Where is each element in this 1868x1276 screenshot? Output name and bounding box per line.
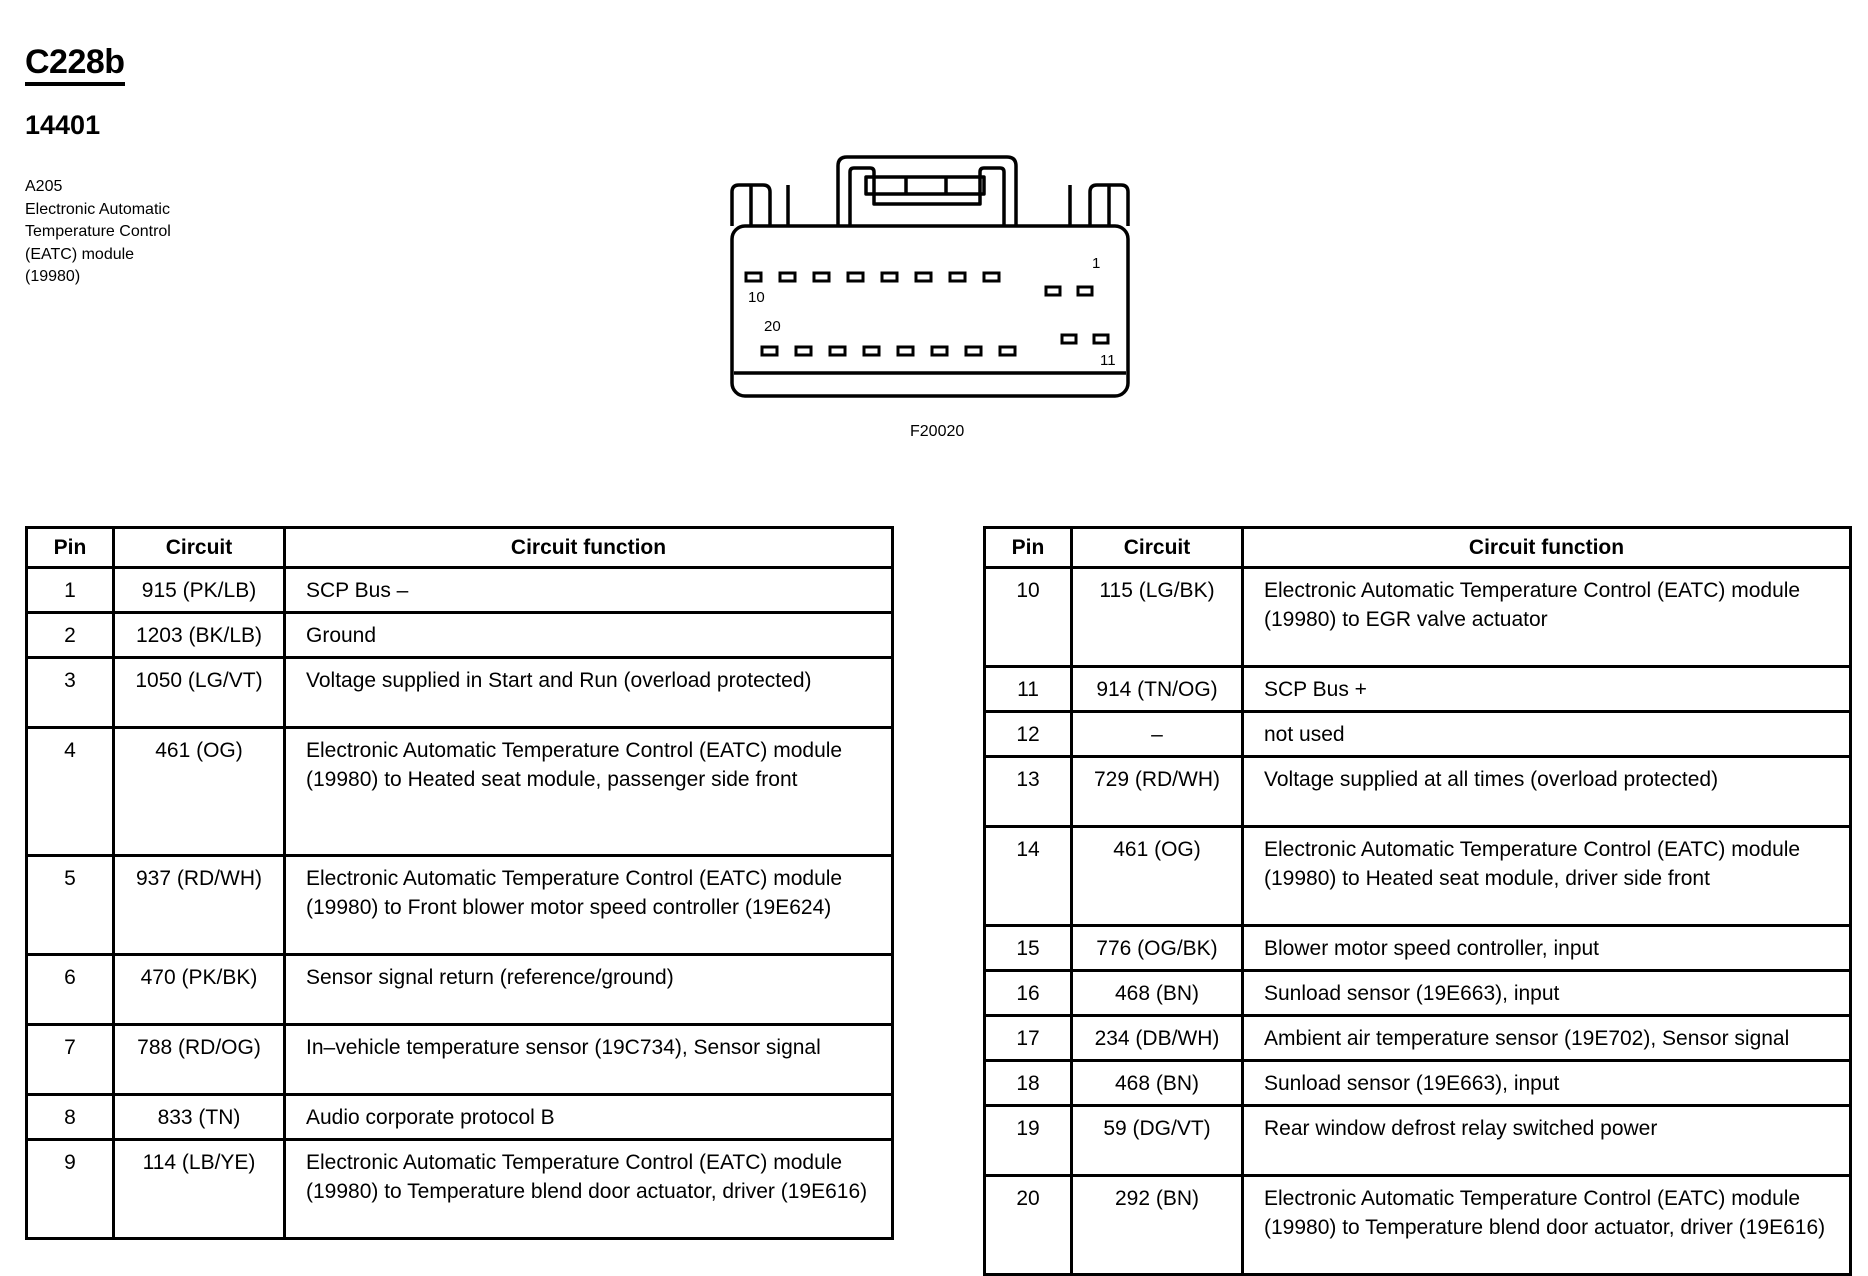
function-cell: SCP Bus – bbox=[285, 568, 893, 613]
pin-cell: 11 bbox=[985, 667, 1072, 712]
table-row bbox=[27, 1140, 893, 1239]
function-cell: Ambient air temperature sensor (19E702), Sensor signal bbox=[1243, 1016, 1851, 1061]
function-cell: Sunload sensor (19E663), input bbox=[1243, 971, 1851, 1016]
table-row bbox=[985, 971, 1851, 1016]
pin-cell: 3 bbox=[27, 658, 114, 728]
function-cell: Electronic Automatic Temperature Control (EATC) module (19980) to Temperature blend door actuator, driver (19E616) bbox=[1243, 1176, 1851, 1275]
column-header-pin: Pin bbox=[27, 528, 114, 568]
circuit-cell: 292 (BN) bbox=[1072, 1176, 1243, 1275]
circuit-cell: 461 (OG) bbox=[114, 728, 285, 856]
pin-label-1: 1 bbox=[1092, 255, 1101, 272]
pin-cell: 4 bbox=[27, 728, 114, 856]
pin-cell: 13 bbox=[985, 757, 1072, 827]
function-cell: Electronic Automatic Temperature Control (EATC) module (19980) to Heated seat module, passenger side front bbox=[285, 728, 893, 856]
function-cell: Electronic Automatic Temperature Control (EATC) module (19980) to Heated seat module, driver side front bbox=[1243, 827, 1851, 926]
table-row bbox=[985, 1016, 1851, 1061]
pin-cell: 6 bbox=[27, 955, 114, 1025]
table-header-row bbox=[985, 528, 1851, 568]
circuit-cell: 937 (RD/WH) bbox=[114, 856, 285, 955]
circuit-cell: 468 (BN) bbox=[1072, 1061, 1243, 1106]
table-row bbox=[27, 955, 893, 1025]
table-row bbox=[985, 1106, 1851, 1176]
circuit-cell: 59 (DG/VT) bbox=[1072, 1106, 1243, 1176]
function-cell: In–vehicle temperature sensor (19C734), Sensor signal bbox=[285, 1025, 893, 1095]
function-cell: Voltage supplied in Start and Run (overload protected) bbox=[285, 658, 893, 728]
pin-cell: 18 bbox=[985, 1061, 1072, 1106]
table-row bbox=[985, 926, 1851, 971]
pin-cell: 5 bbox=[27, 856, 114, 955]
column-header-function: Circuit function bbox=[285, 528, 893, 568]
pin-table-left bbox=[25, 526, 894, 1240]
circuit-cell: 788 (RD/OG) bbox=[114, 1025, 285, 1095]
circuit-cell: 468 (BN) bbox=[1072, 971, 1243, 1016]
pin-cell: 2 bbox=[27, 613, 114, 658]
description-line: Temperature Control bbox=[25, 223, 171, 240]
pin-table-right bbox=[983, 526, 1852, 1276]
table-row bbox=[27, 658, 893, 728]
function-cell: Blower motor speed controller, input bbox=[1243, 926, 1851, 971]
circuit-cell: 470 (PK/BK) bbox=[114, 955, 285, 1025]
pin-cell: 17 bbox=[985, 1016, 1072, 1061]
connector-face-diagram bbox=[720, 150, 1140, 400]
figure-code: F20020 bbox=[910, 423, 965, 440]
function-cell: Rear window defrost relay switched power bbox=[1243, 1106, 1851, 1176]
function-cell: Ground bbox=[285, 613, 893, 658]
table-row bbox=[27, 856, 893, 955]
pin-cell: 8 bbox=[27, 1095, 114, 1140]
circuit-cell: 915 (PK/LB) bbox=[114, 568, 285, 613]
pin-cell: 19 bbox=[985, 1106, 1072, 1176]
part-number: 14401 bbox=[25, 110, 101, 140]
circuit-cell: 729 (RD/WH) bbox=[1072, 757, 1243, 827]
circuit-cell: 776 (OG/BK) bbox=[1072, 926, 1243, 971]
column-header-circuit: Circuit bbox=[114, 528, 285, 568]
description-line: (19980) bbox=[25, 268, 81, 285]
function-cell: Electronic Automatic Temperature Control (EATC) module (19980) to Front blower motor speed controller (19E624) bbox=[285, 856, 893, 955]
column-header-circuit: Circuit bbox=[1072, 528, 1243, 568]
pin-cell: 16 bbox=[985, 971, 1072, 1016]
table-row bbox=[985, 1176, 1851, 1275]
column-header-pin: Pin bbox=[985, 528, 1072, 568]
circuit-cell: 115 (LG/BK) bbox=[1072, 568, 1243, 667]
table-row bbox=[27, 568, 893, 613]
circuit-cell: 1203 (BK/LB) bbox=[114, 613, 285, 658]
table-row bbox=[985, 827, 1851, 926]
table-row bbox=[985, 1061, 1851, 1106]
table-row bbox=[27, 728, 893, 856]
circuit-cell: 461 (OG) bbox=[1072, 827, 1243, 926]
table-row bbox=[985, 712, 1851, 757]
pin-cell: 12 bbox=[985, 712, 1072, 757]
pin-cell: 15 bbox=[985, 926, 1072, 971]
connector-title: C228b bbox=[25, 42, 125, 86]
pin-cell: 14 bbox=[985, 827, 1072, 926]
circuit-cell: 1050 (LG/VT) bbox=[114, 658, 285, 728]
pin-label-11: 11 bbox=[1100, 352, 1116, 369]
function-cell: SCP Bus + bbox=[1243, 667, 1851, 712]
table-row bbox=[985, 568, 1851, 667]
function-cell: Sunload sensor (19E663), input bbox=[1243, 1061, 1851, 1106]
module-description bbox=[25, 176, 171, 289]
column-header-function: Circuit function bbox=[1243, 528, 1851, 568]
table-row bbox=[27, 1025, 893, 1095]
description-line: (EATC) module bbox=[25, 245, 135, 263]
pin-label-10: 10 bbox=[748, 289, 765, 306]
connector-body bbox=[732, 226, 1128, 396]
table-row bbox=[985, 667, 1851, 712]
circuit-cell: 833 (TN) bbox=[114, 1095, 285, 1140]
circuit-cell: 914 (TN/OG) bbox=[1072, 667, 1243, 712]
circuit-cell: 234 (DB/WH) bbox=[1072, 1016, 1243, 1061]
pin-label-20: 20 bbox=[764, 318, 781, 335]
pin-cell: 9 bbox=[27, 1140, 114, 1239]
function-cell: Electronic Automatic Temperature Control (EATC) module (19980) to EGR valve actuator bbox=[1243, 568, 1851, 667]
pin-cavities bbox=[746, 273, 1108, 355]
description-line: A205 bbox=[25, 178, 63, 195]
table-row bbox=[27, 1095, 893, 1140]
function-cell: not used bbox=[1243, 712, 1851, 757]
description-line: Electronic Automatic bbox=[25, 200, 170, 218]
pin-cell: 20 bbox=[985, 1176, 1072, 1275]
function-cell: Electronic Automatic Temperature Control (EATC) module (19980) to Temperature blend door actuator, driver (19E616) bbox=[285, 1140, 893, 1239]
function-cell: Audio corporate protocol B bbox=[285, 1095, 893, 1140]
pin-cell: 7 bbox=[27, 1025, 114, 1095]
table-header-row bbox=[27, 528, 893, 568]
circuit-cell: – bbox=[1072, 712, 1243, 757]
table-row bbox=[27, 613, 893, 658]
pin-cell: 1 bbox=[27, 568, 114, 613]
function-cell: Sensor signal return (reference/ground) bbox=[285, 955, 893, 1025]
circuit-cell: 114 (LB/YE) bbox=[114, 1140, 285, 1239]
pin-cell: 10 bbox=[985, 568, 1072, 667]
table-row bbox=[985, 757, 1851, 827]
latch-slot bbox=[866, 177, 984, 194]
function-cell: Voltage supplied at all times (overload protected) bbox=[1243, 757, 1851, 827]
